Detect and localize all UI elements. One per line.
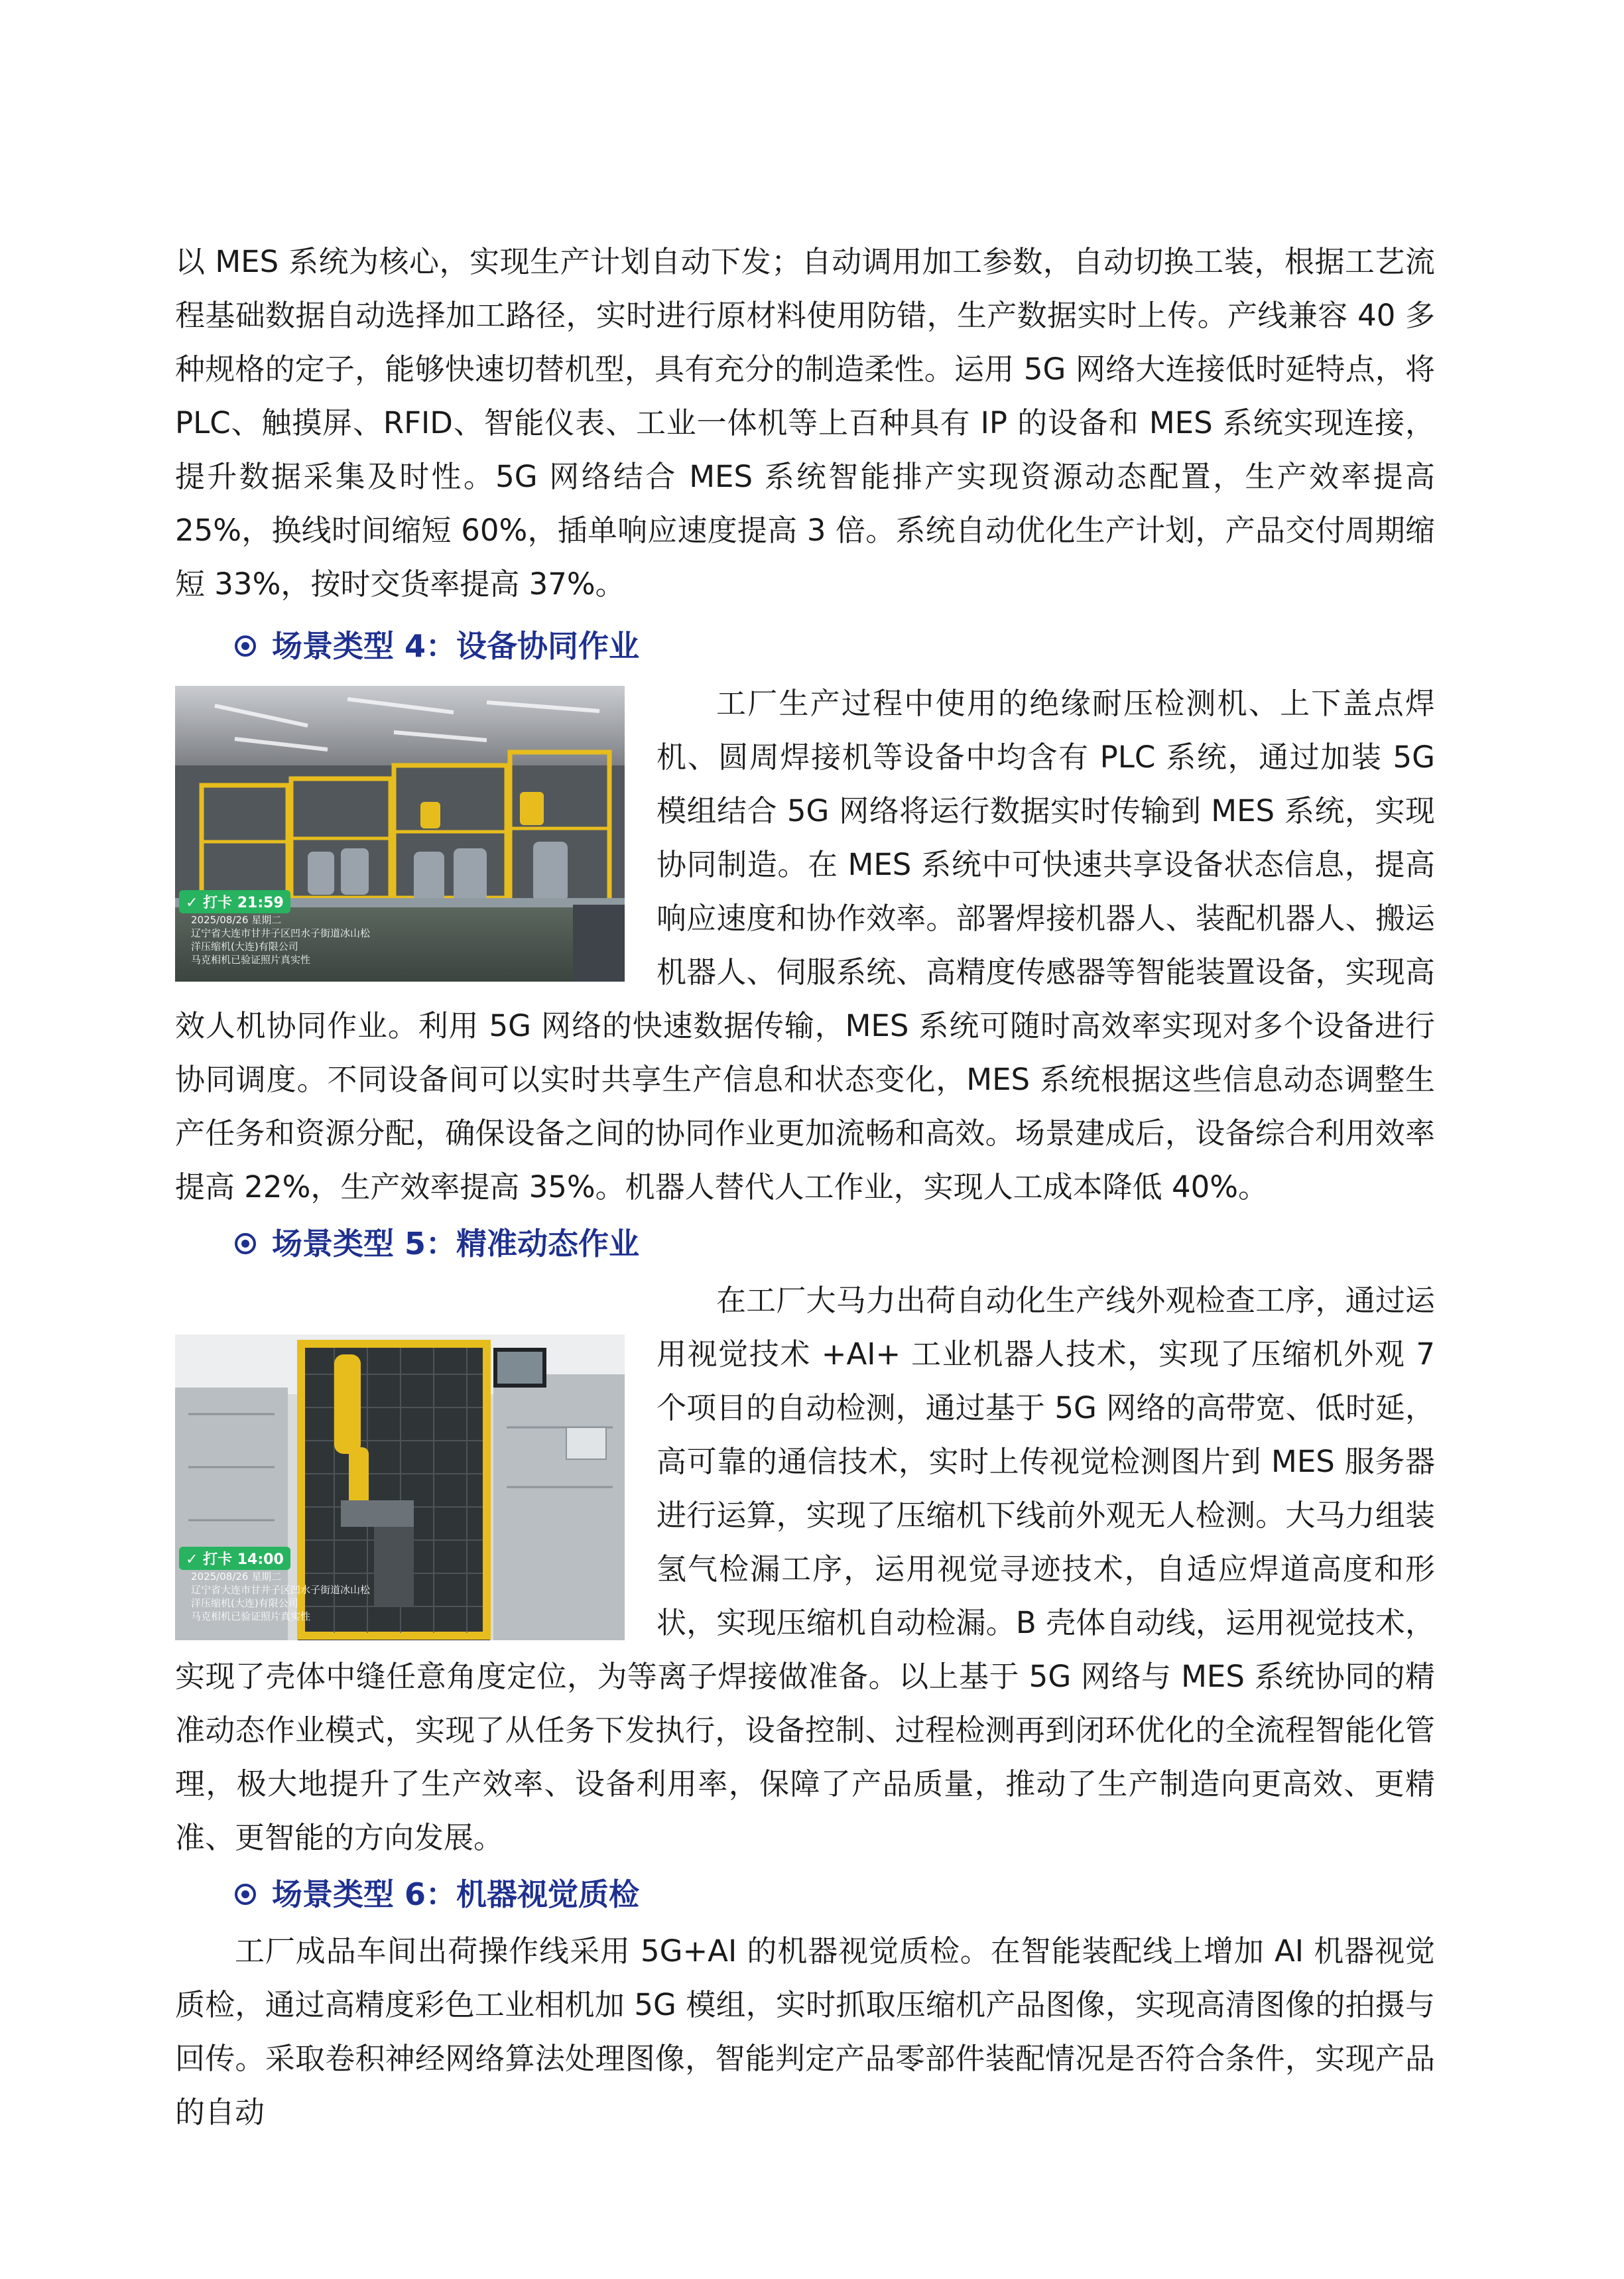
stamp-date: 2025/08/26 星期二 xyxy=(191,1571,282,1583)
section-5-body xyxy=(175,1273,1435,1864)
factory-photo-vision-cell xyxy=(175,1335,625,1640)
section-heading-6 xyxy=(175,1864,1435,1924)
stamp-address: 辽宁省大连市甘井子区凹水子街道冰山松 xyxy=(191,1584,371,1596)
stamp-company: 洋压缩机(大连)有限公司 xyxy=(191,1597,298,1609)
section-title-5: 场景类型 5：精准动态作业 xyxy=(272,1226,640,1262)
factory-photo-equipment-line xyxy=(175,686,625,982)
stamp-company: 洋压缩机(大连)有限公司 xyxy=(191,941,298,952)
section-4-body xyxy=(175,677,1435,1214)
check-in-badge: ✓ 打卡 14:00 xyxy=(179,1547,290,1570)
target-bullet-icon xyxy=(235,1233,256,1254)
section-heading-5 xyxy=(175,1214,1435,1273)
section-title-4: 场景类型 4：设备协同作业 xyxy=(272,628,640,664)
stamp-verification: 马克相机已验证照片真实性 xyxy=(191,954,311,966)
check-in-badge: ✓ 打卡 21:59 xyxy=(179,890,290,913)
photo-timestamp-stamp xyxy=(179,1547,370,1623)
section-6-paragraph: 工厂成品车间出荷操作线采用 5G+AI 的机器视觉质检。在智能装配线上增加 AI 机器视觉质检，通过高精度彩色工业相机加 5G 模组，实时抓取压缩机产品图像，实现高清图像的拍摄与回传。采取卷积神经网络算法处理图像，智能判定产品零部件装配情况是否符合条件，实现产品的自动 xyxy=(175,1933,1435,2130)
section-title-6: 场景类型 6：机器视觉质检 xyxy=(272,1876,640,1912)
stamp-address: 辽宁省大连市甘井子区凹水子街道冰山松 xyxy=(191,927,371,939)
target-bullet-icon xyxy=(235,1884,256,1905)
target-bullet-icon xyxy=(235,635,256,657)
photo-timestamp-stamp xyxy=(179,890,370,966)
intro-paragraph: 以 MES 系统为核心，实现生产计划自动下发；自动调用加工参数，自动切换工装，根据工艺流程基础数据自动选择加工路径，实时进行原材料使用防错，生产数据实时上传。产线兼容 40 多种规格的定子，能够快速切替机型，具有充分的制造柔性。运用 5G 网络大连接低时延特点，将 PLC、触摸屏、RFID、智能仪表、工业一体机等上百种具有 IP 的设备和 MES 系统实现连接，提升数据采集及时性。5G 网络结合 MES 系统智能排产实现资源动态配置，生产效率提高 25%，换线时间缩短 60%，插单响应速度提高 3 倍。系统自动优化生产计划，产品交付周期缩短 33%，按时交货率提高 37%。 xyxy=(175,244,1435,602)
stamp-date: 2025/08/26 星期二 xyxy=(191,914,282,926)
section-heading-4 xyxy=(175,616,1435,676)
section-5-paragraph: 在工厂大马力出荷自动化生产线外观检查工序，通过运用视觉技术 +AI+ 工业机器人技术，实现了压缩机外观 7 个项目的自动检测，通过基于 5G 网络的高带宽、低时延，高可靠的通信技术，实时上传视觉检测图片到 MES 服务器进行运算，实现了压缩机下线前外观无人检测。大马力组装氢气检漏工序，运用视觉寻迹技术，自适应焊道高度和形状，实现压缩机自动检漏。B 壳体自动线，运用视觉技术，实现了壳体中缝任意角度定位，为等离子焊接做准备。以上基于 5G 网络与 MES 系统协同的精准动态作业模式，实现了从任务下发执行，设备控制、过程检测再到闭环优化的全流程智能化管理，极大地提升了生产效率、设备利用率，保障了产品质量，推动了生产制造向更高效、更精准、更智能的方向发展。 xyxy=(175,1283,1435,1855)
stamp-verification: 马克相机已验证照片真实性 xyxy=(191,1610,311,1622)
document-body xyxy=(175,235,1435,2139)
section-4-paragraph: 工厂生产过程中使用的绝缘耐压检测机、上下盖点焊机、圆周焊接机等设备中均含有 PLC 系统，通过加装 5G 模组结合 5G 网络将运行数据实时传输到 MES 系统，实现协同制造。在 MES 系统中可快速共享设备状态信息，提高响应速度和协作效率。部署焊接机器人、装配机器人、搬运机器人、伺服系统、高精度传感器等智能装置设备，实现高效人机协同作业。利用 5G 网络的快速数据传输，MES 系统可随时高效率实现对多个设备进行协同调度。不同设备间可以实时共享生产信息和状态变化，MES 系统根据这些信息动态调整生产任务和资源分配，确保设备之间的协同作业更加流畅和高效。场景建成后，设备综合利用效率提高 22%，生产效率提高 35%。机器人替代人工作业，实现人工成本降低 40%。 xyxy=(175,686,1435,1205)
